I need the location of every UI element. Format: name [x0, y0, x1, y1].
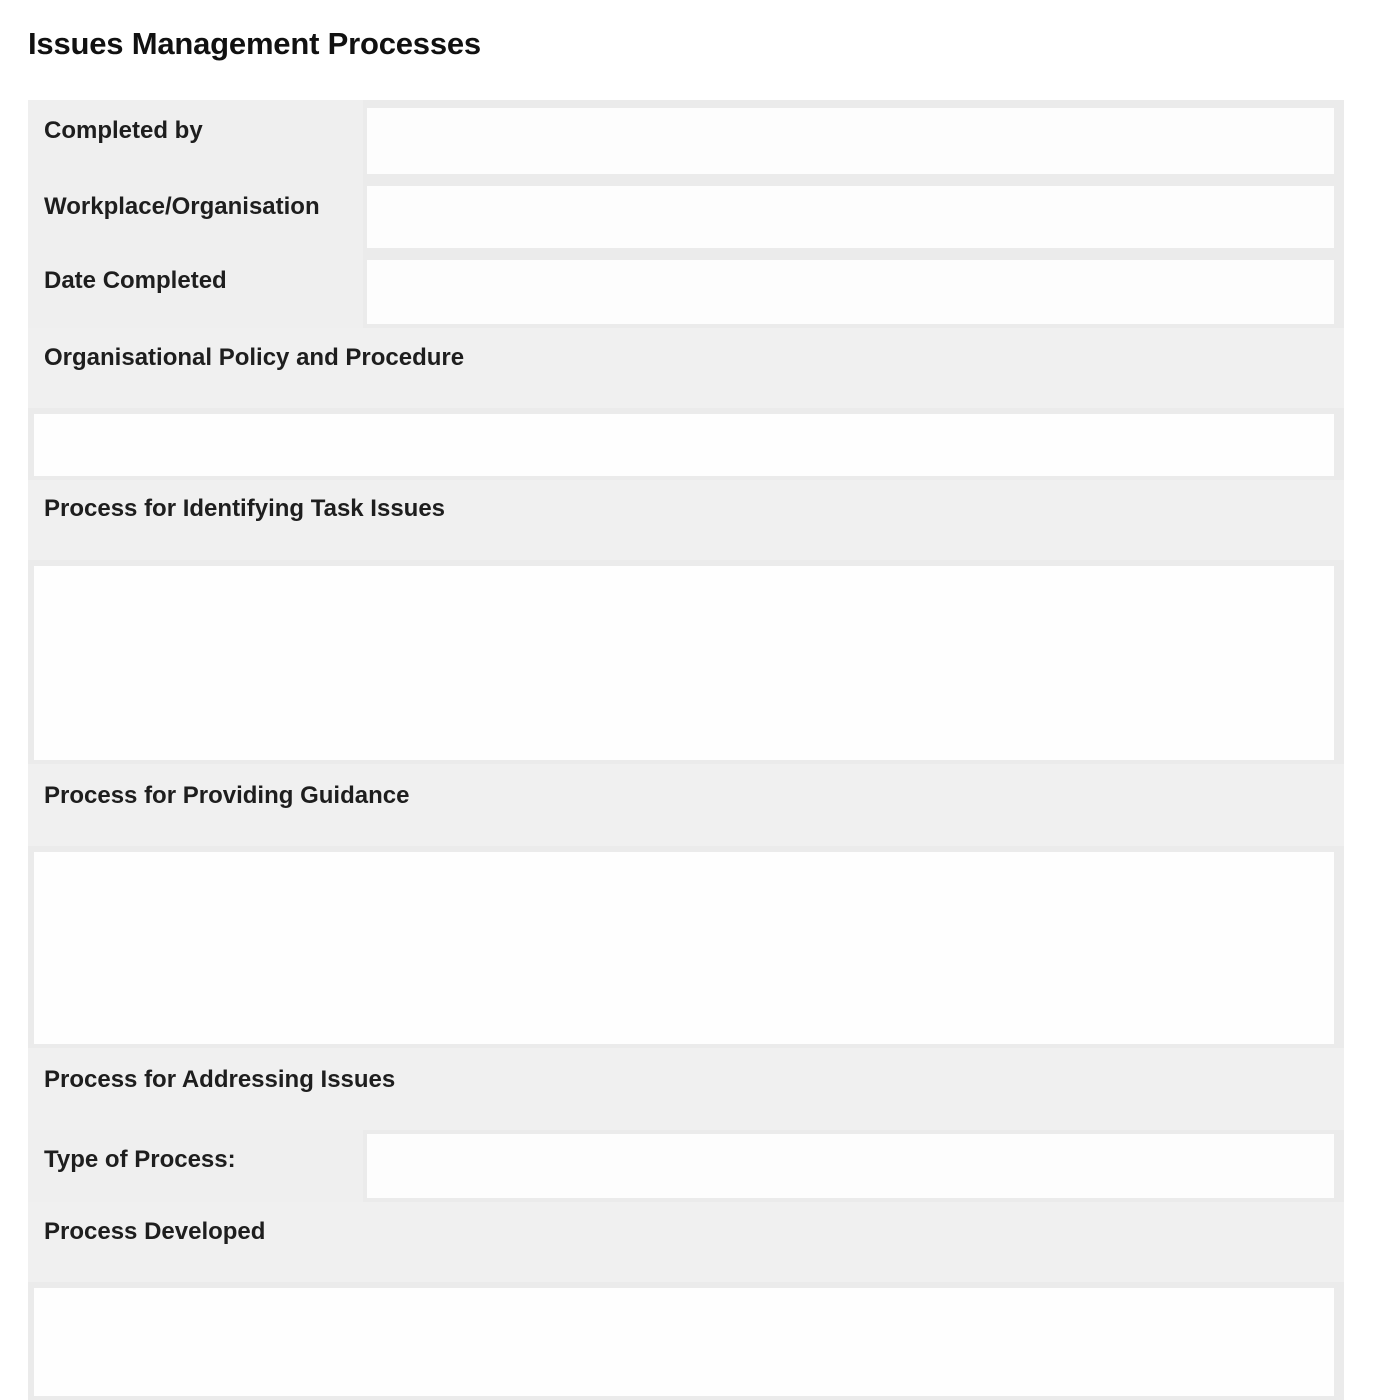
date-completed-row — [28, 252, 1344, 328]
type-of-process-label: Type of Process: — [44, 1146, 236, 1173]
identifying-text-area[interactable] — [34, 566, 1334, 760]
completed-by-label: Completed by — [44, 117, 203, 144]
type-of-process-field[interactable] — [367, 1134, 1334, 1198]
process-developed-label: Process Developed — [44, 1218, 266, 1245]
process-developed-text-area[interactable] — [34, 1288, 1334, 1396]
policy-text-area[interactable] — [34, 414, 1334, 476]
process-developed-header — [28, 1202, 1344, 1282]
date-completed-field[interactable] — [367, 260, 1334, 324]
guidance-text-area[interactable] — [34, 852, 1334, 1044]
workplace-field[interactable] — [367, 186, 1334, 248]
policy-section-header — [28, 328, 1344, 408]
addressing-section-header — [28, 1048, 1344, 1130]
identifying-section-label: Process for Identifying Task Issues — [44, 495, 446, 522]
policy-section-label: Organisational Policy and Procedure — [44, 344, 465, 371]
completed-by-field[interactable] — [367, 108, 1334, 174]
guidance-area — [28, 846, 1344, 1048]
policy-area — [28, 408, 1344, 480]
completed-by-label-cell — [28, 100, 363, 178]
issues-form — [28, 100, 1344, 1400]
type-of-process-row — [28, 1130, 1344, 1202]
workplace-label-cell — [28, 178, 363, 252]
guidance-section-header — [28, 764, 1344, 846]
date-completed-label-cell — [28, 252, 363, 328]
page-title: Issues Management Processes — [28, 26, 481, 61]
identifying-area — [28, 560, 1344, 764]
date-completed-label: Date Completed — [44, 267, 227, 294]
addressing-section-label: Process for Addressing Issues — [44, 1066, 396, 1093]
process-developed-area — [28, 1282, 1344, 1400]
type-of-process-label-cell — [28, 1130, 363, 1202]
completed-by-row — [28, 100, 1344, 178]
guidance-section-label: Process for Providing Guidance — [44, 782, 410, 809]
workplace-label: Workplace/Organisation — [44, 193, 320, 220]
workplace-row — [28, 178, 1344, 252]
identifying-section-header — [28, 480, 1344, 560]
